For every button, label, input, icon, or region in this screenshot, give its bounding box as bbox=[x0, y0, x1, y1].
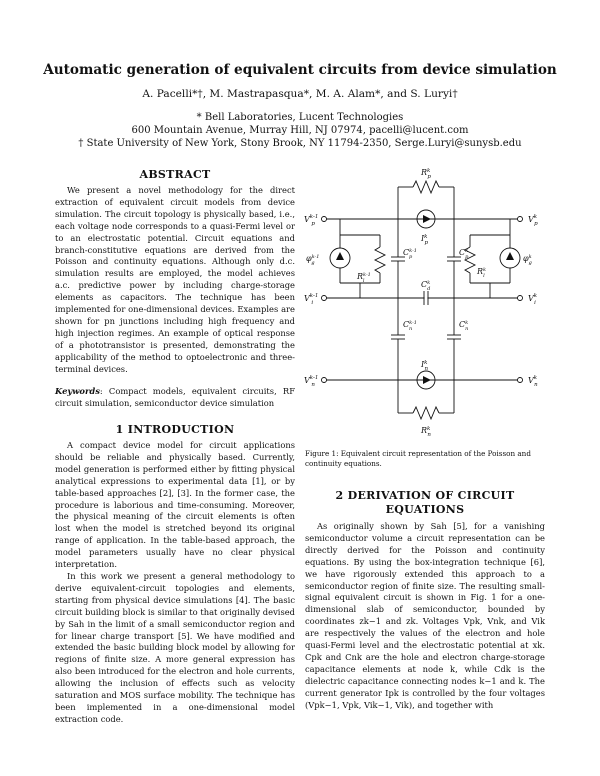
label-vn-left: $V^{k-1}$ n bbox=[304, 375, 319, 388]
label-vi-left: $V^{k-1}$ i bbox=[304, 293, 319, 306]
label-rl-left: $R^{k-1}$ l bbox=[357, 272, 371, 284]
section2-heading bbox=[305, 489, 545, 517]
label-phi-right: $\varphi^k$ g bbox=[523, 254, 532, 266]
label-rp: $R^k$ p bbox=[421, 168, 431, 180]
label-vi-right: $V^k$ i bbox=[528, 293, 538, 306]
abstract-text: We present a novel methodology for the direct extraction of equivalent circuit models from device simulation. The circuit topology is physically based, i.e., each voltage node corresponds to a quasi-Fermi level or to an electrostatic potential. Circuit equations and branch-constitutive equations are derived from the Poisson and continuity equations. Although only d.c. simulation results are employed, the model achieves a.c. predictive power by including charge-storage elements as capacitors. The technique has been implemented for one-dimensional devices. Examples are shown for pn junctions including high frequency and high injection regimes. An example of optical response of a phototransistor is presented, demonstrating the applicability of the method to optoelectronic and three-terminal devices. bbox=[55, 185, 295, 374]
intro-paragraph: In this work we present a general methodology to derive equivalent-circuit topologies and elements, starting from physical device simulations [4]. The basic circuit building block is similar to that originally devised by Sah in the limit of a small semiconductor region and for linear charge transport [5]. We have modified and extended the basic building block model by allowing for regions of finite size. A more general expression has also been introduced for the electron and hole currents, allowing the inclusion of effects such as velocity saturation and MOS surface mobility. The technique has been implemented in a one-dimensional model extraction code. bbox=[55, 570, 296, 724]
intro-paragraph: A compact device model for circuit applications should be reliable and physically based. Currently, model generation is performed either by fitting physical analytical expressions to experimental data [1], or by table-based approaches [2], [3]. In the former case, the procedure is laborious and time-consuming. Moreover, the physical meaning of the circuit elements is often lost when the model is stretched beyond its original range of application. In the table-based approach, the model parameters usually have no clear physical interpretation. bbox=[55, 440, 295, 570]
section2-heading-line1: 2 DERIVATION OF CIRCUIT bbox=[335, 489, 515, 502]
affiliation-2: 600 Mountain Avenue, Murray Hill, NJ 07974, pacelli@lucent.com bbox=[131, 125, 469, 136]
abstract-heading: ABSTRACT bbox=[139, 168, 211, 181]
label-rn: $R^k$ n bbox=[421, 426, 431, 438]
label-vp-left: $V^{k-1}$ p bbox=[304, 214, 319, 227]
label-rl-right: $R^k$ l bbox=[477, 267, 487, 279]
label-vn-right: $V^k$ n bbox=[528, 375, 538, 388]
authors: A. Pacelli*†, M. Mastrapasqua*, M. A. Alam*, and S. Luryi† bbox=[142, 88, 458, 100]
label-cp-left: $C^{k-1}$ p bbox=[403, 248, 417, 260]
label-cn-right: $C^k$ n bbox=[459, 320, 469, 332]
keywords bbox=[55, 386, 295, 410]
keywords-label: Keywords bbox=[55, 386, 100, 396]
label-vp-right: $V^k$ p bbox=[528, 214, 538, 227]
section2-body bbox=[305, 521, 545, 712]
intro-body bbox=[55, 440, 295, 726]
affiliation-3: † State University of New York, Stony Brook, NY 11794-2350, Serge.Luryi@sunysb.edu bbox=[78, 138, 522, 149]
abstract-body bbox=[55, 185, 295, 376]
label-cp-right: $C^k$ p bbox=[459, 248, 469, 260]
paper-title: Automatic generation of equivalent circuits from device simulation bbox=[43, 62, 557, 78]
label-in: $I^k$ n bbox=[421, 360, 429, 372]
label-phi-left: $\varphi^{k-1}$ g bbox=[306, 254, 320, 266]
intro-heading: 1 INTRODUCTION bbox=[115, 423, 235, 436]
circuit-figure bbox=[300, 165, 550, 440]
label-cd: $C^k$ d bbox=[421, 280, 431, 292]
section2-heading-line2: EQUATIONS bbox=[385, 503, 465, 516]
keywords-text: : Compact models, equivalent circuits, RF circuit simulation, semiconductor device simulation bbox=[55, 386, 295, 408]
section2-text: As originally shown by Sah [5], for a vanishing semiconductor volume a circuit representation can be directly derived for the Poisson and continuity equations. By using the box-integration technique [6], we have rigorously extended this approach to a semiconductor region of finite size. The resulting small-signal equivalent circuit is shown in Fig. 1 for a one-dimensional slab of semiconductor, bounded by coordinates zk−1 and zk. Voltages Vpk, Vnk, and Vik are respectively the values of the electron and hole quasi-Fermi level and the electrostatic potential at xk. Cpk and Cnk are the hole and electron charge-storage capacitance elements at node k, while Cdk is the dielectric capacitance connecting nodes k−1 and k. The current generator Ipk is controlled by the four voltages (Vpk−1, Vpk, Vik−1, Vik), and together with bbox=[305, 521, 545, 710]
label-ip: $I^k$ p bbox=[421, 234, 429, 246]
affiliation-1: * Bell Laboratories, Lucent Technologies bbox=[196, 112, 404, 123]
label-cn-left: $C^{k-1}$ n bbox=[403, 320, 417, 332]
figure-caption: Figure 1: Equivalent circuit representation of the Poisson and continuity equations. bbox=[305, 449, 531, 468]
